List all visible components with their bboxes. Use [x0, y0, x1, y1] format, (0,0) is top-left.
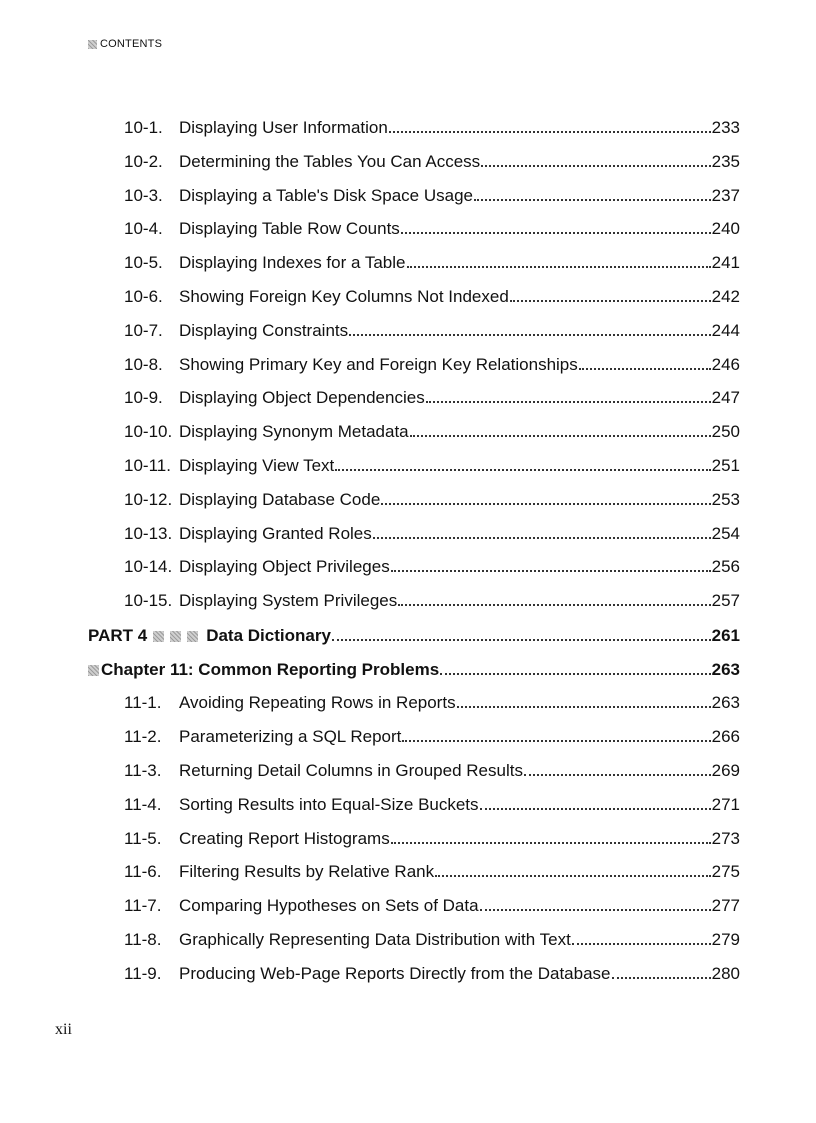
dot-leader	[349, 334, 710, 336]
dot-leader	[410, 435, 711, 437]
page-number: 253	[711, 490, 740, 509]
recipe-title: Displaying User Information	[179, 118, 388, 137]
toc-entry[interactable]	[124, 761, 740, 781]
dot-leader	[335, 469, 710, 471]
toc-entry[interactable]	[124, 930, 740, 950]
toc-entry[interactable]	[124, 727, 740, 747]
recipe-title: Producing Web-Page Reports Directly from the Database	[179, 964, 611, 983]
running-head-text: CONTENTS	[100, 38, 163, 50]
recipe-title: Filtering Results by Relative Rank	[179, 862, 435, 881]
page-number: 246	[711, 355, 740, 374]
toc-entry[interactable]	[124, 896, 740, 916]
recipe-title: Returning Detail Columns in Grouped Results	[179, 761, 523, 780]
recipe-number: 11-9.	[124, 964, 162, 983]
toc-entry[interactable]	[124, 591, 740, 611]
dot-leader	[474, 199, 711, 201]
toc-entry[interactable]	[124, 186, 740, 206]
dot-leader	[480, 909, 711, 911]
dot-leader	[457, 706, 711, 708]
recipe-title: Displaying Granted Roles	[179, 524, 372, 543]
recipe-number: 11-4.	[124, 795, 162, 814]
recipe-title: Displaying Indexes for a Table	[179, 253, 406, 272]
page-number: 269	[711, 761, 740, 780]
recipe-number: 10-6.	[124, 287, 163, 306]
recipe-title: Displaying Table Row Counts	[179, 219, 400, 238]
recipe-title: Creating Report Histograms	[179, 829, 390, 848]
dot-leader	[579, 368, 711, 370]
recipe-number: 10-8.	[124, 355, 163, 374]
toc-entry[interactable]	[124, 253, 740, 273]
page-number: 237	[711, 186, 740, 205]
page-number: 254	[711, 524, 740, 543]
recipe-number: 10-9.	[124, 388, 163, 407]
dot-leader	[398, 604, 710, 606]
toc-entry[interactable]	[124, 524, 740, 544]
recipe-number: 10-15.	[124, 591, 173, 610]
page-number: 251	[711, 456, 740, 475]
toc-entry[interactable]	[124, 693, 740, 713]
square-bullet-icon	[187, 631, 198, 642]
recipe-title: Displaying Database Code	[179, 490, 381, 509]
chapter-title: Chapter 11: Common Reporting Problems	[101, 660, 440, 679]
dot-leader	[480, 808, 711, 810]
page-number: 280	[711, 964, 740, 983]
square-bullet-icon	[170, 631, 181, 642]
toc-entry[interactable]	[124, 862, 740, 882]
recipe-title: Graphically Representing Data Distribution with Text	[179, 930, 571, 949]
dot-leader	[332, 639, 711, 641]
recipe-title: Displaying Constraints	[179, 321, 349, 340]
dot-leader	[440, 673, 710, 675]
page-number: 256	[711, 557, 740, 576]
dot-leader	[391, 842, 711, 844]
recipe-title: Avoiding Repeating Rows in Reports	[179, 693, 456, 712]
square-bullet-icon	[88, 40, 97, 49]
dot-leader	[510, 300, 711, 302]
recipe-number: 10-1.	[124, 118, 163, 137]
dot-leader	[373, 537, 711, 539]
recipe-number: 10-2.	[124, 152, 163, 171]
recipe-number: 11-1.	[124, 693, 162, 712]
page-number: 275	[711, 862, 740, 881]
page-number: 263	[711, 660, 740, 679]
recipe-title: Determining the Tables You Can Access	[179, 152, 481, 171]
recipe-title: Displaying Object Dependencies	[179, 388, 425, 407]
recipe-title: Displaying System Privileges	[179, 591, 398, 610]
recipe-number: 10-11.	[124, 456, 171, 475]
toc-entry[interactable]	[124, 118, 740, 138]
recipe-title: Parameterizing a SQL Report	[179, 727, 402, 746]
recipe-number: 11-2.	[124, 727, 162, 746]
dot-leader	[381, 503, 710, 505]
recipe-title: Showing Foreign Key Columns Not Indexed	[179, 287, 509, 306]
recipe-number: 10-12.	[124, 490, 173, 509]
recipe-number: 10-10.	[124, 422, 173, 441]
running-head	[88, 38, 162, 50]
recipe-title: Sorting Results into Equal-Size Buckets	[179, 795, 479, 814]
toc-entry[interactable]	[124, 388, 740, 408]
recipe-number: 10-4.	[124, 219, 163, 238]
page-number: 233	[711, 118, 740, 137]
recipe-number: 10-13.	[124, 524, 173, 543]
toc-entry[interactable]	[124, 795, 740, 815]
recipe-title: Displaying a Table's Disk Space Usage	[179, 186, 473, 205]
recipe-number: 11-8.	[124, 930, 162, 949]
chapter-heading[interactable]	[88, 660, 740, 680]
square-bullet-icon	[153, 631, 164, 642]
page-number: 250	[711, 422, 740, 441]
recipe-title: Displaying Synonym Metadata	[179, 422, 409, 441]
toc-entry[interactable]	[124, 557, 740, 577]
dot-leader	[426, 401, 711, 403]
page-number: 271	[711, 795, 740, 814]
page-folio: xii	[55, 1021, 72, 1038]
toc-entry[interactable]	[124, 355, 740, 375]
recipe-title: Displaying View Text	[179, 456, 335, 475]
recipe-number: 11-5.	[124, 829, 162, 848]
recipe-number: 11-6.	[124, 862, 162, 881]
page-number: 240	[711, 219, 740, 238]
recipe-title: Displaying Object Privileges	[179, 557, 390, 576]
toc-entry[interactable]	[124, 321, 740, 341]
part-label: PART 4	[88, 626, 148, 645]
recipe-number: 10-5.	[124, 253, 163, 272]
page-number: 235	[711, 152, 740, 171]
toc-entry[interactable]	[124, 490, 740, 510]
dot-leader	[612, 977, 711, 979]
page-number: 266	[711, 727, 740, 746]
toc-entry[interactable]	[124, 422, 740, 442]
dot-leader	[435, 875, 711, 877]
part-ornament	[153, 631, 198, 642]
toc-entry[interactable]	[124, 456, 740, 476]
recipe-number: 11-3.	[124, 761, 162, 780]
dot-leader	[524, 774, 711, 776]
page-number: 279	[711, 930, 740, 949]
dot-leader	[407, 266, 711, 268]
dot-leader	[389, 131, 711, 133]
toc-entry[interactable]	[124, 829, 740, 849]
recipe-number: 10-3.	[124, 186, 163, 205]
recipe-title: Showing Primary Key and Foreign Key Relationships	[179, 355, 578, 374]
dot-leader	[481, 165, 710, 167]
dot-leader	[391, 570, 711, 572]
page-number: 273	[711, 829, 740, 848]
page-number: 261	[711, 626, 740, 645]
recipe-number: 10-14.	[124, 557, 173, 576]
part-heading[interactable]	[88, 626, 740, 646]
page-number: 263	[711, 693, 740, 712]
page-number: 241	[711, 253, 740, 272]
page-number: 257	[711, 591, 740, 610]
toc-entry[interactable]	[124, 964, 740, 984]
recipe-number: 11-7.	[124, 896, 162, 915]
recipe-title: Comparing Hypotheses on Sets of Data	[179, 896, 479, 915]
page-number: 244	[711, 321, 740, 340]
page-number: 277	[711, 896, 740, 915]
dot-leader	[401, 232, 711, 234]
toc-entry[interactable]	[124, 152, 740, 172]
page-number: 247	[711, 388, 740, 407]
recipe-number: 10-7.	[124, 321, 163, 340]
square-bullet-icon	[88, 665, 99, 676]
page-number: 242	[711, 287, 740, 306]
dot-leader	[572, 943, 711, 945]
toc-entry[interactable]	[124, 287, 740, 307]
toc-entry[interactable]	[124, 219, 740, 239]
part-title: Data Dictionary	[206, 626, 331, 645]
dot-leader	[402, 740, 710, 742]
